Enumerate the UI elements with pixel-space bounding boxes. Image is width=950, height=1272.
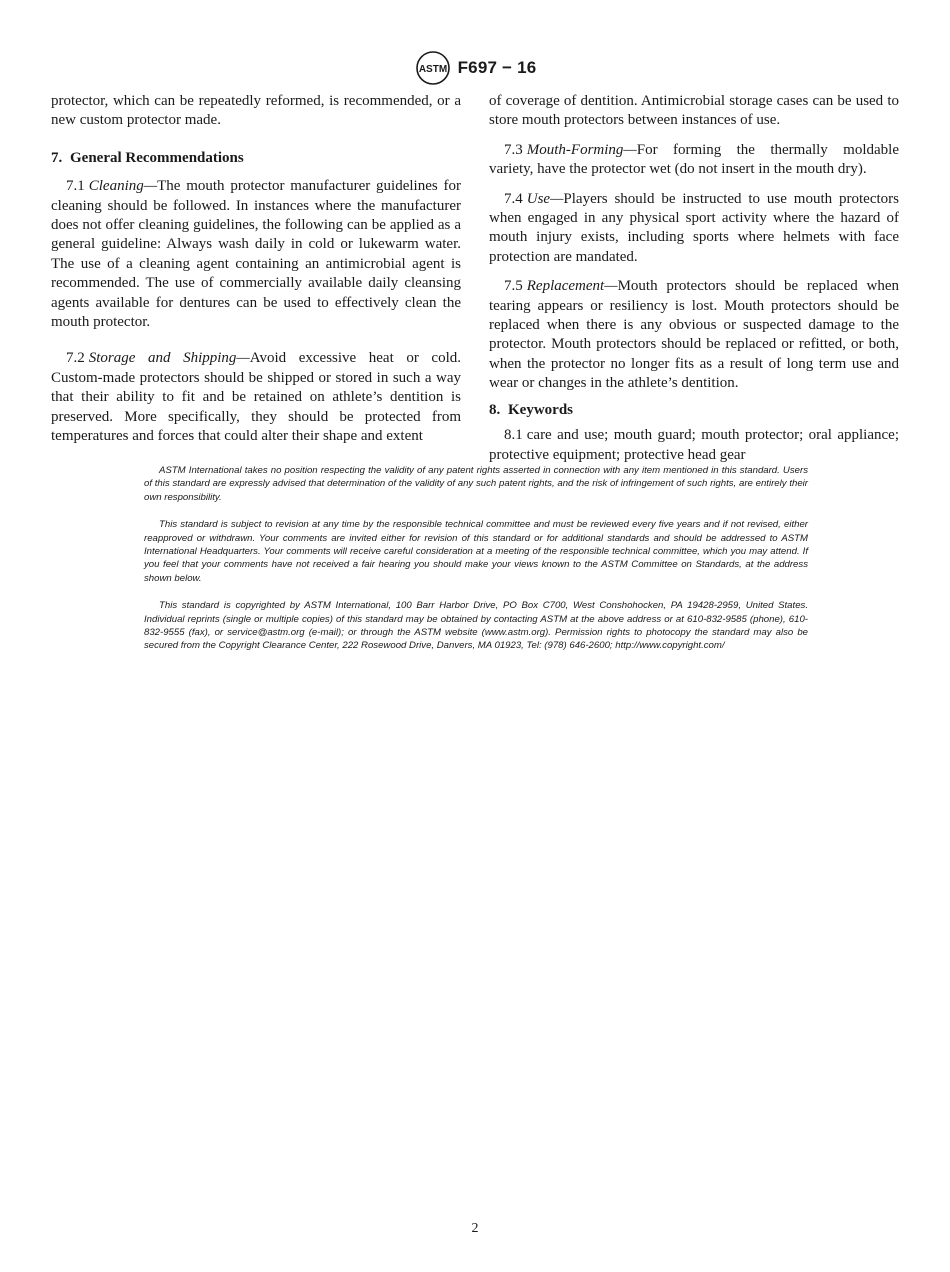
section-8-heading [489, 401, 899, 420]
continued-paragraph: protector, which can be repeatedly reformed, is recommended, or a new custom protector made. [51, 93, 461, 129]
legal-notice [144, 464, 808, 667]
paragraph-title: Mouth-Forming— [526, 141, 637, 158]
section-title: General Recommendations [70, 149, 244, 166]
paragraph-text: Players should be instructed to use mouth protectors when engaged in any physical sport activity where the hazard of mouth injury exists, including sports where helmets with face protection are mandated. [489, 190, 899, 265]
paragraph-title: Replacement— [526, 278, 618, 295]
paragraph-title: Storage and Shipping— [88, 350, 250, 367]
paragraph-7-4 [489, 190, 899, 268]
copyright-notice: This standard is copyrighted by ASTM International, 100 Barr Harbor Drive, PO Box C700, West Conshohocken, PA 19428-2959, United States. Individual reprints (single or multiple copies) of this standard may be obtained by contacting ASTM at the above address or at 610-832-9585 (phone), 610-832-9555 (fax), or service@astm.org (e-mail); or through the ASTM website (www.astm.org). Permission rights to photocopy the standard may also be secured from the Copyright Clearance Center, 222 Rosewood Drive, Danvers, MA 01923, Tel: (978) 646-2600; http://www.copyright.com/ [144, 600, 808, 652]
paragraph-7-2 [51, 349, 461, 446]
paragraph-text: The mouth protector manufacturer guidelines for cleaning should be followed. In instances where the manufacturer does not offer cleaning guidelines, the following can be applied as a general guideline: Always wash daily in cold or lukewarm water. The use of a cleaning agent containing an antimicrobial agent is recommended. The use of commercially available daily cleansing agents available for dentures can be used to effectively clean the mouth protector. [51, 178, 461, 331]
logo-text: ASTM [418, 64, 447, 75]
page-header [0, 50, 950, 86]
section-7-heading [51, 149, 461, 168]
section-number: 7. [51, 149, 63, 166]
section-number: 8. [489, 401, 501, 418]
paragraph-7-1 [51, 177, 461, 332]
revision-notice: This standard is subject to revision at any time by the responsible technical committee and must be reviewed every five years and if not revised, either reapproved or withdrawn. Your comments are invited either for revision of this standard or for additional standards and should be addressed to ASTM International Headquarters. Your comments will receive careful consideration at a meeting of the responsible technical committee, which you may attend. If you feel that your comments have not received a fair hearing you should make your views known to the ASTM Committee on Standards, at the address shown below. [144, 519, 808, 584]
section-title: Keywords [508, 401, 573, 418]
page-number: 2 [471, 1221, 479, 1236]
paragraph-number: 8.1 [504, 427, 523, 444]
astm-logo-icon [414, 51, 452, 85]
paragraph-7-5 [489, 277, 899, 393]
paragraph-number: 7.5 [504, 278, 523, 295]
paragraph-title: Cleaning— [88, 178, 158, 195]
document-designation: F697 − 16 [457, 58, 537, 77]
paragraph-number: 7.1 [66, 178, 85, 195]
paragraph-text: Mouth protectors should be replaced when tearing appears or resiliency is lost. Mouth protectors should be replaced when there is any obvious or suspected damage to the protector. Mouth protectors should be replaced or refitted, or both, when the protector no longer fits as a result of long term use and wear or changes in the athlete’s dentition. [489, 278, 899, 392]
paragraph-title: Use— [526, 190, 564, 207]
paragraph-number: 7.3 [504, 141, 523, 158]
paragraph-8-1 [489, 426, 899, 465]
paragraph-text: For forming the thermally moldable variety, have the protector wet (do not insert in the mouth dry). [489, 141, 899, 178]
paragraph-text: care and use; mouth guard; mouth protector; oral appliance; protective equipment; protective head gear [489, 427, 899, 463]
paragraph-number: 7.4 [504, 190, 523, 207]
continued-paragraph: of coverage of dentition. Antimicrobial storage cases can be used to store mouth protectors between instances of use. [489, 93, 899, 129]
paragraph-7-3 [489, 141, 899, 180]
paragraph-number: 7.2 [66, 350, 85, 367]
left-column [51, 92, 461, 447]
patent-notice: ASTM International takes no position respecting the validity of any patent rights asserted in connection with any item mentioned in this standard. Users of this standard are expressly advised that determination of the validity of any such patent rights, and the risk of infringement of such rights, are entirely their own responsibility. [144, 465, 808, 503]
right-column [489, 92, 899, 465]
paragraph-text: Avoid excessive heat or cold. Custom-made protectors should be shipped or stored in such a way that their ability to fit and be retained on athlete’s dentition is preserved. More specifically, they should be protected from temperatures and forces that could alter their shape and extent [51, 350, 461, 445]
